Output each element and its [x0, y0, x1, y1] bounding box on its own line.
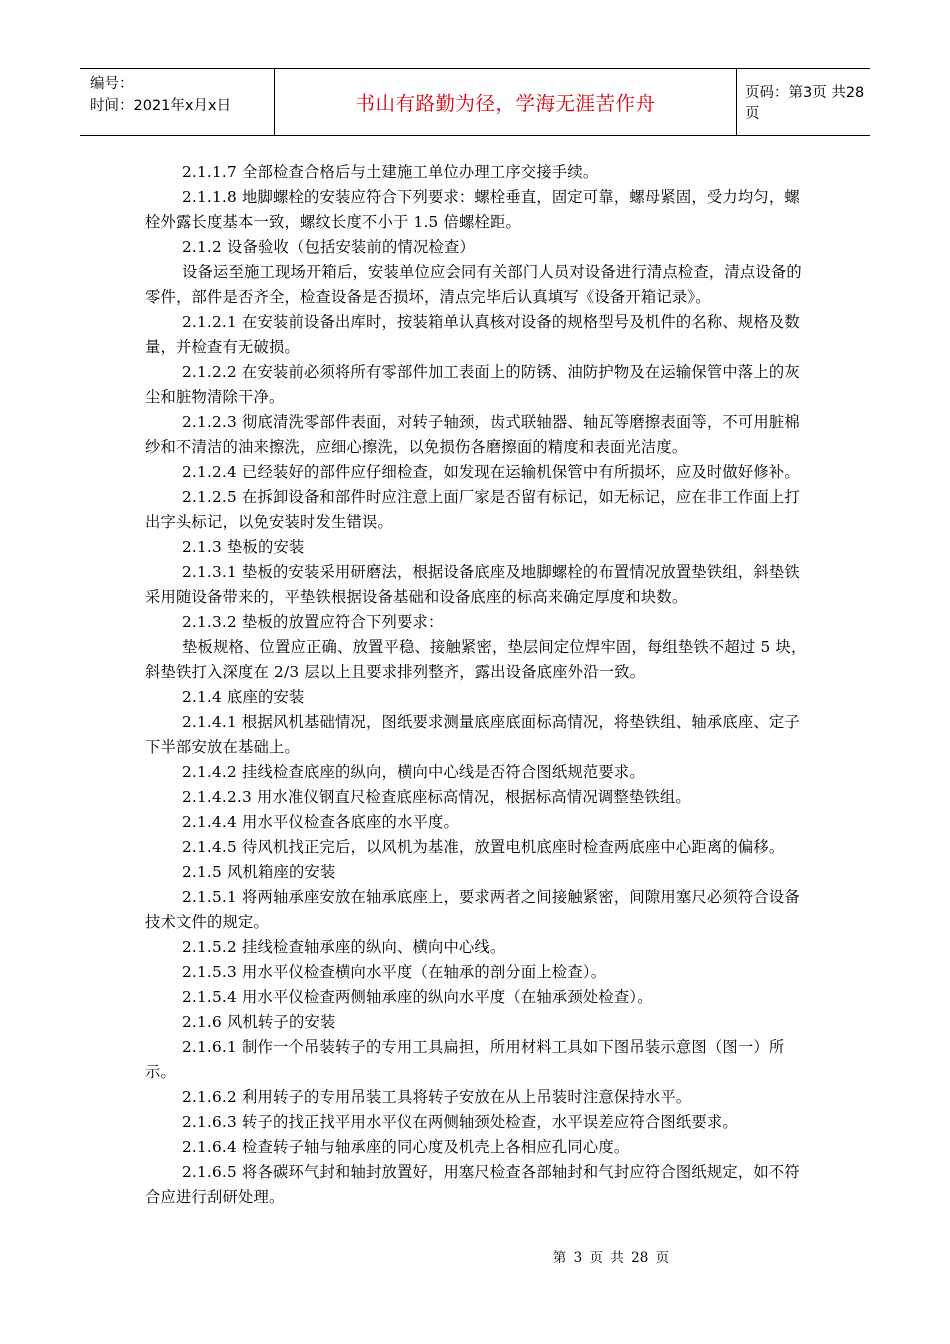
paragraph: 2.1.5.2 挂线检查轴承座的纵向、横向中心线。	[182, 938, 506, 956]
paragraph: 2.1.4.5 待风机找正完后，以风机为基准，放置电机底座时检查两底座中心距离的偏移。	[182, 838, 785, 856]
page-footer: 第 3 页 共 28 页	[552, 1250, 670, 1266]
page-header	[80, 68, 870, 136]
section-heading: 2.1.5 风机箱座的安装	[182, 863, 336, 881]
paragraph: 2.1.4.1 根据风机基础情况，图纸要求测量底座底面标高情况，将垫铁组、轴承底座、定子下半部安放在基础上。	[145, 713, 800, 756]
paragraph: 2.1.6.2 利用转子的专用吊装工具将转子安放在从上吊装时注意保持水平。	[182, 1088, 692, 1106]
section-heading: 2.1.6 风机转子的安装	[182, 1013, 336, 1031]
paragraph: 2.1.5.3 用水平仪检查横向水平度（在轴承的剖分面上检查）。	[182, 963, 607, 981]
paragraph: 2.1.4.4 用水平仪检查各底座的水平度。	[182, 813, 459, 831]
paragraph: 2.1.6.4 检查转子轴与轴承座的同心度及机壳上各相应孔同心度。	[182, 1138, 630, 1156]
document-number-label: 编号：	[90, 76, 134, 92]
header-meta	[80, 69, 275, 135]
paragraph: 2.1.5.4 用水平仪检查两侧轴承座的纵向水平度（在轴承颈处检查）。	[182, 988, 653, 1006]
document-body	[145, 160, 813, 1210]
paragraph: 2.1.2.2 在安装前必须将所有零部件加工表面上的防锈、油防护物及在运输保管中落上的灰尘和脏物清除干净。	[145, 363, 800, 406]
paragraph: 2.1.6.3 转子的找正找平用水平仪在两侧轴颈处检查，水平误差应符合图纸要求。	[182, 1113, 738, 1131]
paragraph: 2.1.2.3 彻底清洗零部件表面，对转子轴颈，齿式联轴器、轴瓦等磨擦表面等，不可用脏棉纱和不清洁的油来擦洗，应细心擦洗，以免损伤各磨擦面的精度和表面光洁度。	[145, 413, 800, 456]
paragraph: 2.1.2.5 在拆卸设备和部件时应注意上面厂家是否留有标记，如无标记，应在非工作面上打出字头标记，以免安装时发生错误。	[145, 488, 800, 531]
paragraph: 2.1.4.2.3 用水准仪钢直尺检查底座标高情况，根据标高情况调整垫铁组。	[182, 788, 691, 806]
paragraph: 2.1.2.4 已经装好的部件应仔细检查，如发现在运输机保管中有所损坏，应及时做好修补。	[182, 463, 800, 481]
section-heading: 2.1.2 设备验收（包括安装前的情况检查）	[182, 238, 475, 256]
paragraph: 2.1.1.7 全部检查合格后与土建施工单位办理工序交接手续。	[182, 163, 599, 181]
paragraph: 2.1.6.1 制作一个吊装转子的专用工具扁担，所用材料工具如下图吊装示意图（图一）所示。	[145, 1038, 785, 1081]
paragraph: 2.1.5.1 将两轴承座安放在轴承底座上，要求两者之间接触紧密，间隙用塞尺必须符合设备技术文件的规定。	[145, 888, 800, 931]
section-heading: 2.1.3 垫板的安装	[182, 538, 305, 556]
header-page-info: 页码：第3页 共28页	[745, 85, 865, 122]
paragraph: 设备运至施工现场开箱后，安装单位应会同有关部门人员对设备进行清点检查，清点设备的零件，部件是否齐全，检查设备是否损坏，清点完毕后认真填写《设备开箱记录》。	[145, 263, 802, 306]
document-date: 时间：2021年x月x日	[90, 98, 232, 114]
paragraph: 2.1.4.2 挂线检查底座的纵向，横向中心线是否符合图纸规范要求。	[182, 763, 645, 781]
header-motto: 书山有路勤为径，学海无涯苦作舟	[275, 69, 737, 135]
section-heading: 2.1.4 底座的安装	[182, 688, 305, 706]
paragraph: 2.1.3.2 垫板的放置应符合下列要求：	[182, 613, 444, 631]
paragraph: 2.1.3.1 垫板的安装采用研磨法，根据设备底座及地脚螺栓的布置情况放置垫铁组，斜垫铁采用随设备带来的，平垫铁根据设备基础和设备底座的标高来确定厚度和块数。	[145, 563, 800, 606]
paragraph: 2.1.1.8 地脚螺栓的安装应符合下列要求：螺栓垂直，固定可靠，螺母紧固，受力均匀，螺栓外露长度基本一致，螺纹长度不小于 1.5 倍螺栓距。	[145, 188, 800, 231]
paragraph: 垫板规格、位置应正确、放置平稳、接触紧密，垫层间定位焊牢固，每组垫铁不超过 5 块，斜垫铁打入深度在 2/3 层以上且要求排列整齐，露出设备底座外沿一致。	[145, 638, 807, 681]
paragraph: 2.1.2.1 在安装前设备出库时，按装箱单认真核对设备的规格型号及机件的名称、规格及数量，并检查有无破损。	[145, 313, 800, 356]
paragraph: 2.1.6.5 将各碳环气封和轴封放置好，用塞尺检查各部轴封和气封应符合图纸规定，如不符合应进行刮研处理。	[145, 1163, 800, 1206]
